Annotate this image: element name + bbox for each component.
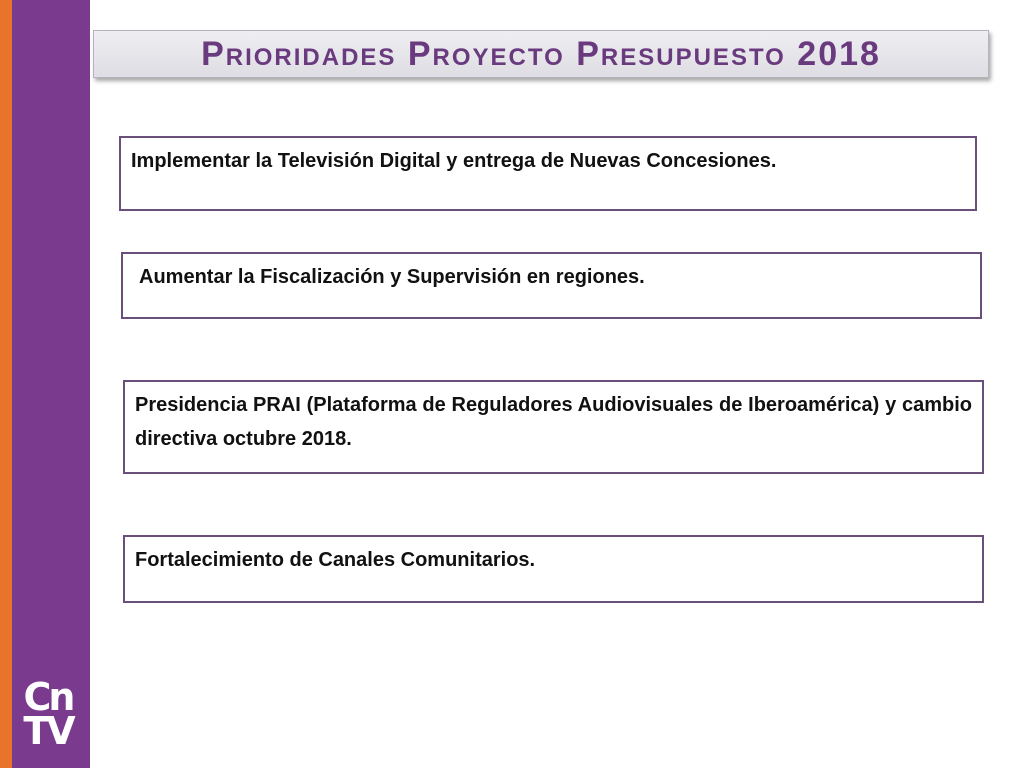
priority-text-3: Presidencia PRAI (Plataforma de Reguladores Audiovisuales de Iberoamérica) y cambio directiva octubre 2018. <box>135 394 972 450</box>
priority-box-4 <box>123 535 984 603</box>
priority-box-2 <box>121 252 982 319</box>
cntv-logo <box>18 675 78 754</box>
priority-text-2: Aumentar la Fiscalización y Supervisión en regiones. <box>139 266 645 288</box>
logo-line-2: TV <box>23 709 73 754</box>
priority-box-3 <box>123 380 984 474</box>
title-bar <box>93 30 989 78</box>
priority-text-1: Implementar la Televisión Digital y entrega de Nuevas Concesiones. <box>131 150 777 172</box>
left-purple-band <box>12 0 90 768</box>
logo-line-1: Cn <box>23 675 73 719</box>
priority-box-1 <box>119 136 977 211</box>
priority-text-4: Fortalecimiento de Canales Comunitarios. <box>135 549 536 571</box>
slide-title: Prioridades Proyecto Presupuesto 2018 <box>201 34 881 73</box>
